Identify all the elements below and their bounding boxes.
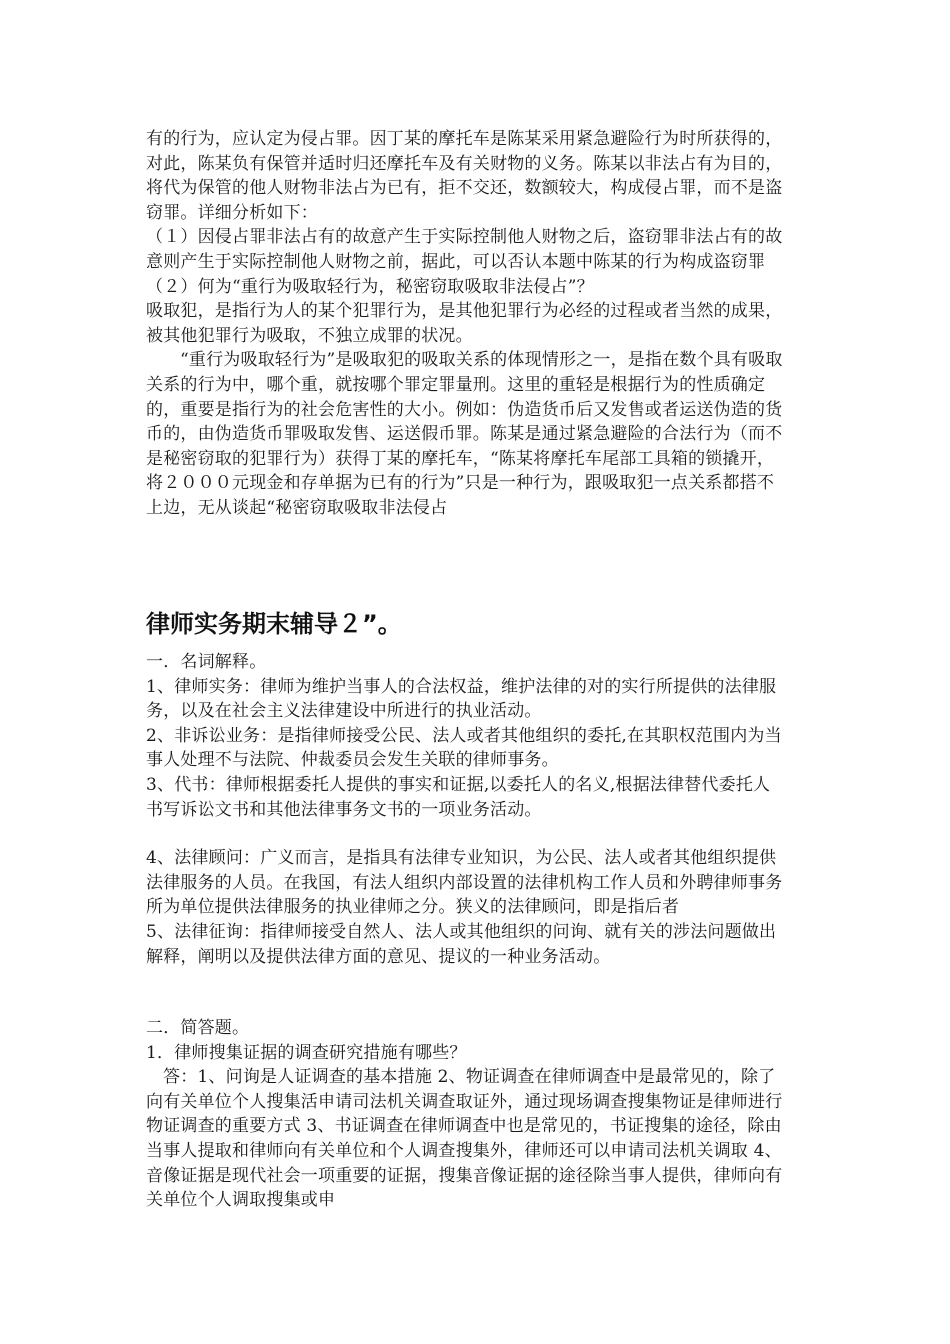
- question: 1．律师搜集证据的调查研究措施有哪些？: [146, 1042, 467, 1063]
- section-heading: 律师实务期末辅导２”。: [146, 610, 402, 638]
- definition-item: 2、非诉讼业务：是指律师接受公民、法人或者其他组织的委托,在其职权范围内为当事人处理不与法院、仲裁委员会发生关联的律师事务。: [146, 725, 782, 771]
- definition-item: 3、代书：律师根据委托人提供的事实和证据,以委托人的名义,根据法律替代委托人书写诉讼文书和其他法律事务文书的一项业务活动。: [146, 774, 771, 820]
- paragraph: 吸取犯，是指行为人的某个犯罪行为，是其他犯罪行为必经的过程或者当然的成果，被其他犯罪行为吸取，不独立成罪的状况。: [146, 301, 783, 346]
- short-answer-section: [146, 1016, 786, 1213]
- definition-item: 1、律师实务：律师为维护当事人的合法权益，维护法律的对的实行所提供的法律服务，以及在社会主义法律建设中所进行的执业活动。: [146, 676, 777, 722]
- spacer: [146, 822, 786, 846]
- paragraph: （１）因侵占罪非法占有的故意产生于实际控制他人财物之后，盗窃罪非法占有的故意则产生于实际控制他人财物之前，据此，可以否认本题中陈某的行为构成盗窃罪: [146, 227, 783, 272]
- section-header: 一．名词解释。: [146, 652, 267, 672]
- definition-item: 5、法律征询：指律师接受自然人、法人或其他组织的问询、就有关的涉法问题做出解释，阐明以及提供法律方面的意见、提议的一种业务活动。: [146, 921, 777, 967]
- section-header: 二．简答题。: [146, 1018, 250, 1038]
- definition-item: 4、法律顾问：广义而言，是指具有法律专业知识，为公民、法人或者其他组织提供法律服务的人员。在我国，有法人组织内部设置的法律机构工作人员和外聘律师事务所为单位提供法律服务的执业律师之分。狭义的法律顾问，即是指后者: [146, 848, 783, 918]
- paragraph: “重行为吸取轻行为”是吸取犯的吸取关系的体现情形之一，是指在数个具有吸取关系的行为中，哪个重，就按哪个罪定罪量刑。这里的重轻是根据行为的性质确定的，重要是指行为的社会危害性的大小。例如：伪造货币后又发售或者运送伪造的货币的，由伪造货币罪吸取发售、运送假币罪。陈某是通过紧急避险的合法行为（而不是秘密窃取的犯罪行为）获得丁某的摩托车，“陈某将摩托车尾部工具箱的锁撬开，将２０００元现金和存单据为已有的行为”只是一种行为，跟吸取犯一点关系都搭不上边，无从谈起“秘密窃取吸取非法侵占: [146, 350, 783, 518]
- analysis-section: [146, 127, 786, 521]
- answer: 答：1、问询是人证调查的基本措施 2、物证调查在律师调查中是最常见的，除了向有关单位个人搜集活申请司法机关调查取证外，通过现场调查搜集物证是律师进行物证调查的重要方式 3、书证调查在律师调查中也是常见的，书证搜集的途径，除由当事人提取和律师向有关单位和个人调查搜集外，律师还可以申请司法机关调取 4、音像证据是现代社会一项重要的证据，搜集音像证据的途径除当事人提供，律师向有关单位个人调取搜集或申: [146, 1067, 783, 1211]
- paragraph: 有的行为，应认定为侵占罪。因丁某的摩托车是陈某采用紧急避险行为时所获得的，对此，陈某负有保管并适时归还摩托车及有关财物的义务。陈某以非法占有为目的，将代为保管的他人财物非法占为已有，拒不交还，数额较大，构成侵占罪，而不是盗窃罪。详细分析如下：: [146, 129, 783, 223]
- paragraph: （２）何为“重行为吸取轻行为，秘密窃取吸取非法侵占”？: [146, 276, 594, 297]
- term-definitions-section: [146, 650, 786, 969]
